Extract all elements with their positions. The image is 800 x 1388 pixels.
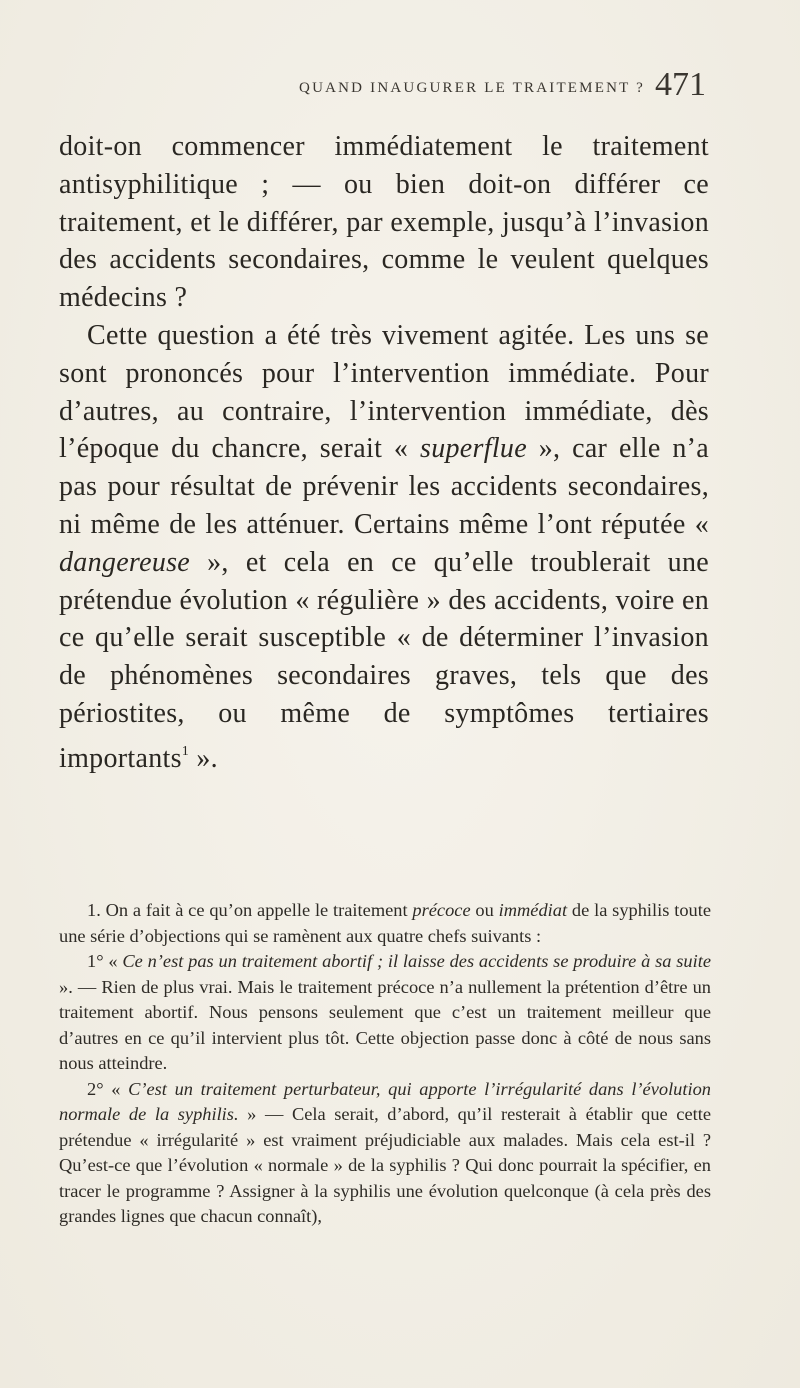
paragraph-1-text: doit-on commencer immédiatement le traitement antisyphilitique ; — ou bien doit-on différer ce traitement, et le différer, par exemple, jusqu’à l’invasion des accidents secondaires, comme le veulent quelques médecins ? [59,131,709,314]
footnote-objection-1 [59,949,711,1077]
footnote-intro-a: 1. On a fait à ce qu’on appelle le traitement [87,900,413,920]
footnote-intro-b: ou [470,900,499,920]
objection-2-lead: 2° « [87,1078,129,1099]
footnote-reference[interactable]: 1 [181,743,190,759]
objection-1-lead: 1° « [87,951,123,971]
running-head [110,66,710,106]
paragraph-question [59,317,709,778]
paragraph-2-part-2: », car elle n’a pas pour résultat de prévenir les accidents secondaires, ni même de les atténuer. Certains même l’ont réputée « [59,433,709,540]
objection-2-reply: » — Cela serait, d’abord, qu’il resterait à établir que cette prétendue « irrégularité » est vraiment préjudiciable aux malades. Mais cela est-il ? Qu’est-ce que l’évolution « normale » de la syphilis ? Qui donc pourrait la spécifier, en tracer le programme ? Assigner à la syphilis une évolution quelconque (à cela près des grandes lignes que chacun connaît), [59,1104,712,1226]
footnote-term-immediat: immédiat [498,900,568,920]
footnote-objection-2 [59,1077,711,1230]
footnote-intro [59,898,711,949]
quote-superflue: superflue [420,433,527,465]
footnote [59,898,711,1230]
objection-2-quote: C’est un traitement perturbateur, qui apporte l’irrégularité dans l’évolution normale de la syphilis. [59,1078,711,1124]
paragraph-2-part-3: », et cela en ce qu’elle troublerait une prétendue évolution « régulière » des accidents, voire en ce qu’elle serait susceptible « de déterminer l’invasion de phénomènes secondaires graves, tels que des périostites, ou même de symptômes tertiaires importants [59,546,709,774]
body-text [59,128,709,778]
footnote-term-precoce: précoce [412,900,471,920]
objection-1-quote: Ce n’est pas un traitement abortif ; il laisse des accidents se produire à sa suite [122,951,711,971]
paragraph-2-part-1: Cette question a été très vivement agitée. Les uns se sont prononcés pour l’intervention immédiate. Pour d’autres, au contraire, l’intervention immédiate, dès l’époque du chancre, serait « [59,319,709,465]
page-number: 471 [655,66,706,103]
quote-dangereuse: dangereuse [59,546,191,578]
paragraph-2-part-4: ». [189,742,218,774]
paragraph-continued [59,128,709,317]
footnote-intro-c: de la syphilis toute une série d’objections qui se ramènent aux quatre chefs suivants : [59,900,711,946]
objection-1-reply: ». — Rien de plus vrai. Mais le traitement précoce n’a nullement la prétention d’être un traitement abortif. Nous pensons seulement que c’est un traitement meilleur que d’autres en ce qu’il intervient plus tôt. Cette objection passe donc à côté de nous sans nous atteindre. [59,976,711,1073]
running-title: QUAND INAUGURER LE TRAITEMENT ? [299,80,645,96]
